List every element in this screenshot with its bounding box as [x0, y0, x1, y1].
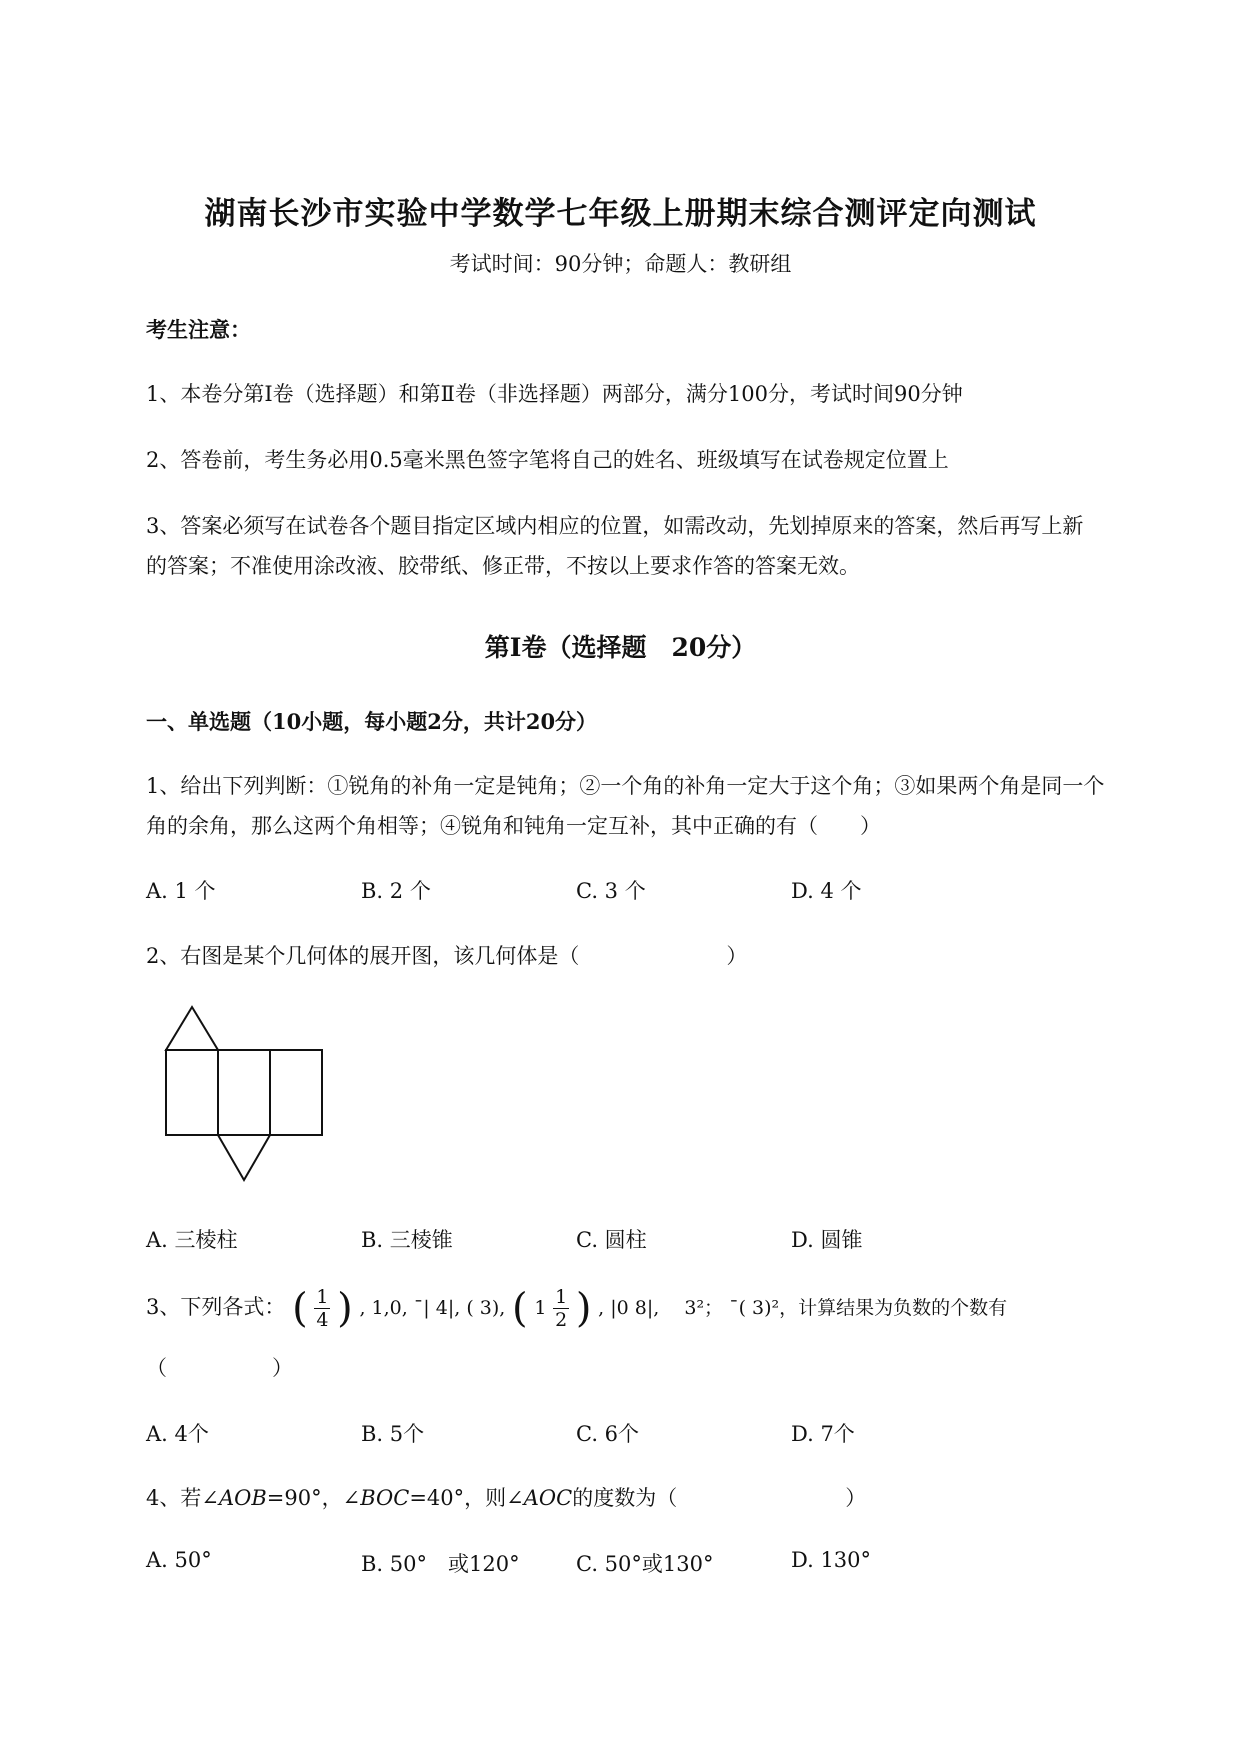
q3-paren-open-1: (	[292, 1285, 308, 1332]
q3-option-a: A. 4个	[146, 1422, 209, 1446]
exam-info: 考试时间：90分钟；命题人：教研组	[449, 252, 792, 276]
q4-stem	[146, 1482, 866, 1512]
q3-fraction-2-den: 2	[555, 1309, 568, 1331]
net-bottom-triangle	[218, 1135, 270, 1180]
q3-option-b: B. 5个	[361, 1422, 425, 1446]
q3-fraction-1	[314, 1286, 330, 1331]
q3-expr-middle: , 1,0, ¯| 4|, ( 3),	[359, 1297, 506, 1319]
q4-stem-b: =90°，∠	[266, 1486, 361, 1510]
q2-option-c: C. 圆柱	[576, 1228, 647, 1252]
notice-item-2: 2、答卷前，考生务必用0.5毫米黑色签字笔将自己的姓名、班级填写在试卷规定位置上	[146, 448, 949, 472]
q3-option-c: C. 6个	[576, 1422, 640, 1446]
q3-fraction-1-num: 1	[316, 1286, 329, 1308]
q2-stem: 2、右图是某个几何体的展开图，该几何体是（ ）	[146, 944, 748, 968]
q4-option-d: D. 130°	[791, 1548, 872, 1572]
q3-fraction-2-num: 1	[555, 1286, 568, 1308]
q1-stem-line2: 角的余角，那么这两个角相等；④锐角和钝角一定互补，其中正确的有（ ）	[146, 814, 881, 838]
q3-option-d: D. 7个	[791, 1422, 855, 1446]
q4-stem-c: =40°，则∠	[409, 1486, 524, 1510]
q3-stem-line1	[146, 1282, 1007, 1338]
q4-angle-aob: AOB	[218, 1486, 267, 1510]
q4-stem-a: 4、若∠	[146, 1486, 219, 1510]
q3-prefix: 3、下列各式：	[146, 1295, 286, 1319]
net-face-right	[270, 1050, 322, 1135]
q4-stem-d: 的度数为（ ）	[572, 1486, 867, 1510]
q4-option-a: A. 50°	[146, 1548, 212, 1572]
part-heading: 一、单选题（10小题，每小题2分，共计20分）	[146, 709, 598, 734]
q1-option-c: C. 3 个	[576, 879, 646, 903]
q2-option-a: A. 三棱柱	[146, 1228, 238, 1252]
q2-option-b: B. 三棱锥	[361, 1228, 453, 1252]
q2-option-d: D. 圆锥	[791, 1228, 863, 1252]
q1-option-a: A. 1 个	[146, 879, 216, 903]
q3-expr-end: , |0 8|, 3²； ¯( 3)²，计算结果为负数的个数有	[598, 1297, 1008, 1319]
q4-angle-aoc: AOC	[523, 1486, 573, 1510]
section-title: 第I卷（选择题 20分）	[484, 633, 757, 662]
q3-fraction-2	[553, 1286, 569, 1331]
q4-angle-boc: BOC	[360, 1486, 410, 1510]
q4-option-b: B. 50° 或120°	[361, 1552, 520, 1576]
page-title: 湖南长沙市实验中学数学七年级上册期末综合测评定向测试	[204, 196, 1037, 232]
q1-stem-line1: 1、给出下列判断：①锐角的补角一定是钝角；②一个角的补角一定大于这个角；③如果两个角是同一个	[146, 774, 1105, 798]
q3-mixed-whole: 1	[534, 1297, 547, 1319]
q3-fraction-1-den: 4	[316, 1309, 329, 1331]
net-face-left	[166, 1050, 218, 1135]
net-top-triangle	[166, 1007, 218, 1050]
net-face-middle	[218, 1050, 270, 1135]
q3-stem-line2: （ ）	[146, 1356, 293, 1380]
q3-paren-close-2: )	[575, 1285, 592, 1332]
prism-net-figure	[160, 1000, 330, 1190]
q1-option-d: D. 4 个	[791, 879, 862, 903]
notice-item-1: 1、本卷分第I卷（选择题）和第Ⅱ卷（非选择题）两部分，满分100分，考试时间90分钟	[146, 382, 963, 406]
notice-item-3: 3、答案必须写在试卷各个题目指定区域内相应的位置，如需改动，先划掉原来的答案，然后再写上新	[146, 514, 1084, 538]
q3-paren-close-1: )	[337, 1285, 353, 1332]
notice-heading: 考生注意：	[146, 317, 251, 342]
notice-item-3-cont: 的答案；不准使用涂改液、胶带纸、修正带，不按以上要求作答的答案无效。	[146, 554, 860, 578]
q3-paren-open-2: (	[512, 1285, 528, 1332]
q4-option-c: C. 50°或130°	[576, 1552, 714, 1576]
q1-option-b: B. 2 个	[361, 879, 431, 903]
